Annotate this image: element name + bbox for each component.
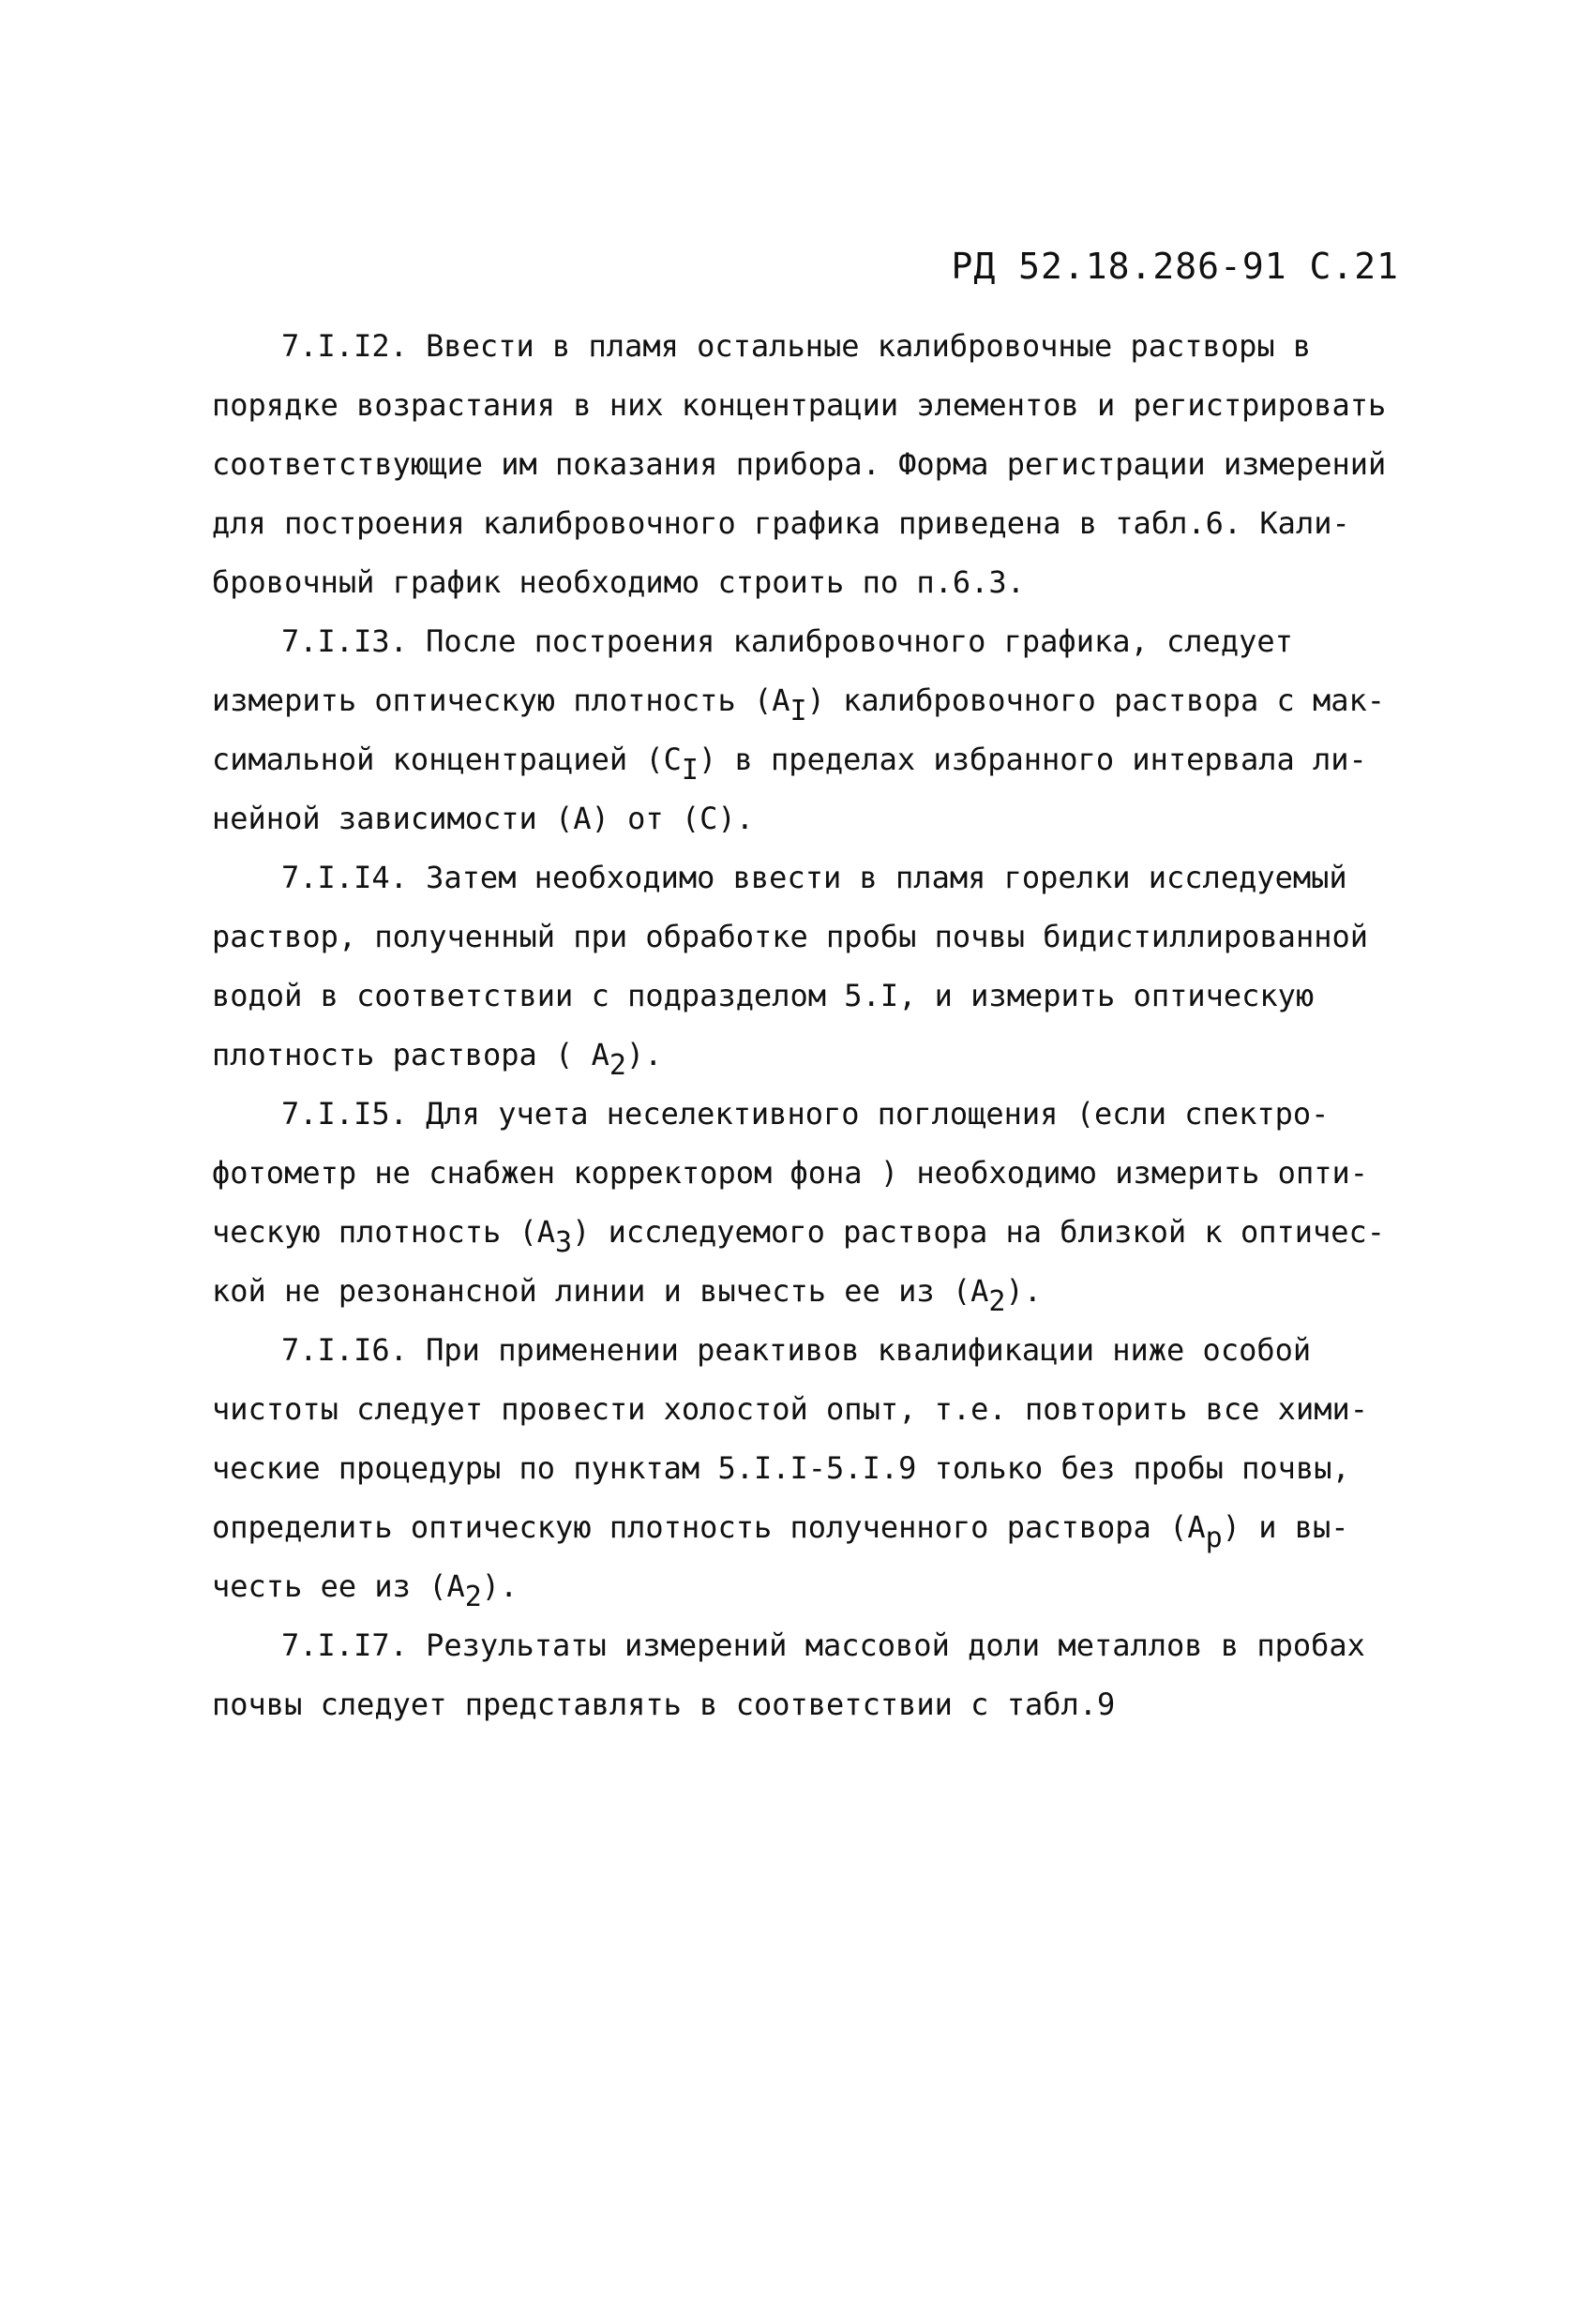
text-segment: плотность раствора ( А	[212, 1037, 609, 1072]
text-line	[212, 1026, 1403, 1085]
text-segment: ).	[625, 1037, 663, 1072]
text-segment: кой не резонансной линии и вычесть ее из (А	[212, 1273, 989, 1309]
subscript: 2	[988, 1285, 1006, 1318]
paragraph	[212, 317, 1403, 612]
text-line: почвы следует представлять в соответствии с табл.9	[212, 1687, 1116, 1722]
text-line	[212, 671, 1403, 730]
subscript: I	[789, 695, 807, 727]
paragraph	[212, 1321, 1403, 1616]
page-header: РД 52.18.286-91 С.21	[951, 246, 1399, 287]
subscript: 3	[555, 1226, 573, 1259]
subscript: р	[1205, 1522, 1223, 1554]
text-segment: ).	[481, 1568, 519, 1604]
text-segment: определить оптическую плотность полученного раствора (А	[212, 1509, 1206, 1545]
text-line: 7.I.I5. Для учета неселективного поглощения (если спектро-	[281, 1096, 1330, 1132]
text-segment: ) исследуемого раствора на близкой к оптичес-	[572, 1214, 1386, 1250]
text-line: 7.I.I7. Результаты измерений массовой доли металлов в пробах	[281, 1627, 1365, 1663]
text-line: раствор, полученный при обработке пробы почвы бидистиллированной	[212, 919, 1368, 954]
text-line: чистоты следует провести холостой опыт, т.е. повторить все хими-	[212, 1391, 1368, 1427]
text-line: водой в соответствии с подразделом 5.I, и измерить оптическую	[212, 978, 1315, 1013]
text-line: соответствующие им показания прибора. Форма регистрации измерений	[212, 446, 1387, 482]
text-line	[212, 1262, 1403, 1321]
text-line: для построения калибровочного графика приведена в табл.6. Кали-	[212, 505, 1350, 541]
text-line: ческие процедуры по пунктам 5.I.I-5.I.9 только без пробы почвы,	[212, 1450, 1350, 1486]
text-line	[212, 1203, 1403, 1262]
paragraph	[212, 1616, 1403, 1734]
text-line	[212, 1557, 1403, 1616]
subscript: 2	[609, 1049, 626, 1082]
text-segment: ) и вы-	[1222, 1509, 1349, 1545]
text-line: 7.I.I4. Затем необходимо ввести в пламя горелки исследуемый	[281, 860, 1347, 895]
text-line: фотометр не снабжен корректором фона ) необходимо измерить опти-	[212, 1155, 1368, 1191]
text-line: 7.I.I6. При применении реактивов квалификации ниже особой	[281, 1332, 1312, 1368]
paragraph	[212, 1085, 1403, 1321]
text-line: нейной зависимости (А) от (С).	[212, 801, 754, 836]
paragraph	[212, 848, 1403, 1085]
subscript: I	[681, 754, 699, 787]
text-segment: ческую плотность (А	[212, 1214, 556, 1250]
text-segment: измерить оптическую плотность (А	[212, 682, 790, 718]
text-line	[212, 1498, 1403, 1557]
text-segment: честь ее из (А	[212, 1568, 465, 1604]
text-segment: симальной концентрацией (С	[212, 742, 682, 777]
text-line: бровочный график необходимо строить по п.6.3.	[212, 564, 1025, 600]
text-line	[212, 730, 1403, 789]
text-line: порядке возрастания в них концентрации элементов и регистрировать	[212, 387, 1387, 423]
text-segment: ).	[1005, 1273, 1043, 1309]
document-body	[212, 317, 1403, 1734]
text-segment: ) калибровочного раствора с мак-	[806, 682, 1386, 718]
text-line: 7.I.I2. Ввести в пламя остальные калибровочные растворы в	[281, 328, 1312, 364]
paragraph	[212, 612, 1403, 848]
subscript: 2	[464, 1581, 482, 1613]
text-segment: ) в пределах избранного интервала ли-	[698, 742, 1367, 777]
text-line: 7.I.I3. После построения калибровочного графика, следует	[281, 623, 1293, 659]
